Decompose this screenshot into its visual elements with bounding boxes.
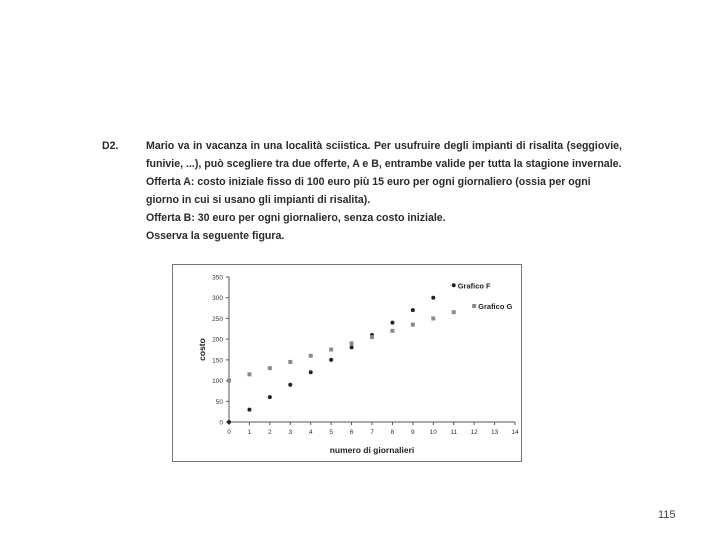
x-tick-label: 13 <box>490 429 499 436</box>
y-tick-label: 100 <box>212 378 223 386</box>
x-tick-label: 12 <box>470 429 478 436</box>
x-tick-label: 14 <box>511 429 519 436</box>
y-tick-label: 50 <box>215 398 223 406</box>
chart-frame <box>172 264 522 462</box>
x-tick-label: 1 <box>247 429 252 436</box>
x-tick-label: 8 <box>390 429 395 436</box>
x-tick-label: 7 <box>370 429 374 436</box>
y-tick-label: 350 <box>212 274 223 282</box>
y-tick-label: 200 <box>212 336 223 344</box>
y-tick-label: 150 <box>212 357 223 365</box>
problem-intro: Mario va in vacanza in una località sciistica. Per usufruire degli impianti di risalita (seggiovie, funivie, ...), può scegliere tra due offerte, A e B, entrambe valide per tutta la stagione invernale. <box>146 140 622 170</box>
x-tick-label: 9 <box>411 429 415 436</box>
point-grafico-g <box>288 360 292 364</box>
point-grafico-f <box>227 420 231 424</box>
instruction-text: Osserva la seguente figura. <box>146 230 285 242</box>
problem-label: D2. <box>102 140 119 152</box>
point-grafico-g <box>247 372 251 376</box>
chart-points <box>227 296 456 424</box>
point-grafico-g <box>390 329 394 333</box>
y-axis-label: costo <box>197 338 207 361</box>
point-grafico-f <box>247 408 251 412</box>
page-number: 115 <box>658 509 676 521</box>
point-grafico-f <box>268 395 272 399</box>
point-grafico-g <box>268 366 272 370</box>
problem-body <box>146 137 622 245</box>
point-grafico-f <box>411 308 415 312</box>
point-grafico-f <box>390 321 394 325</box>
point-grafico-g <box>411 323 415 327</box>
x-tick-label: 4 <box>308 429 313 436</box>
y-tick-label: 300 <box>212 295 223 303</box>
x-tick-label: 11 <box>450 429 458 436</box>
point-grafico-g <box>350 341 354 345</box>
scatter-chart <box>173 265 523 463</box>
point-grafico-f <box>329 358 333 362</box>
chart-axes <box>229 277 515 422</box>
problem-d2 <box>102 137 622 245</box>
offer-b-text: Offerta B: 30 euro per ogni giornaliero, senza costo iniziale. <box>146 212 446 224</box>
series-label: Grafico F <box>457 281 491 291</box>
point-grafico-g <box>227 379 231 383</box>
series-label: Grafico G <box>478 302 513 311</box>
point-grafico-g <box>431 316 435 320</box>
point-grafico-g <box>309 354 313 358</box>
y-tick-label: 250 <box>212 315 223 323</box>
point-grafico-g <box>452 310 456 314</box>
x-tick-label: 2 <box>268 429 272 436</box>
chart-ticks <box>212 275 519 437</box>
point-grafico-f <box>288 383 292 387</box>
label-marker-grafico-g <box>472 304 476 308</box>
x-tick-label: 5 <box>329 429 333 436</box>
point-grafico-f <box>431 296 435 300</box>
y-tick-label: 0 <box>219 419 223 427</box>
x-tick-label: 3 <box>288 429 293 436</box>
point-grafico-g <box>329 348 333 352</box>
offer-a-text: Offerta A: costo iniziale fisso di 100 euro più 15 euro per ogni giornaliero (ossia per ogni giorno in cui si usano gli impianti di risalita). <box>146 176 591 206</box>
chart-labels <box>197 281 512 455</box>
x-tick-label: 10 <box>429 429 437 436</box>
label-marker-grafico-f <box>452 283 456 287</box>
x-axis-label: numero di giornalieri <box>329 445 415 455</box>
point-grafico-g <box>370 335 374 339</box>
x-tick-label: 0 <box>227 429 231 436</box>
point-grafico-f <box>309 370 313 374</box>
point-grafico-f <box>350 345 354 349</box>
x-tick-label: 6 <box>349 429 354 436</box>
